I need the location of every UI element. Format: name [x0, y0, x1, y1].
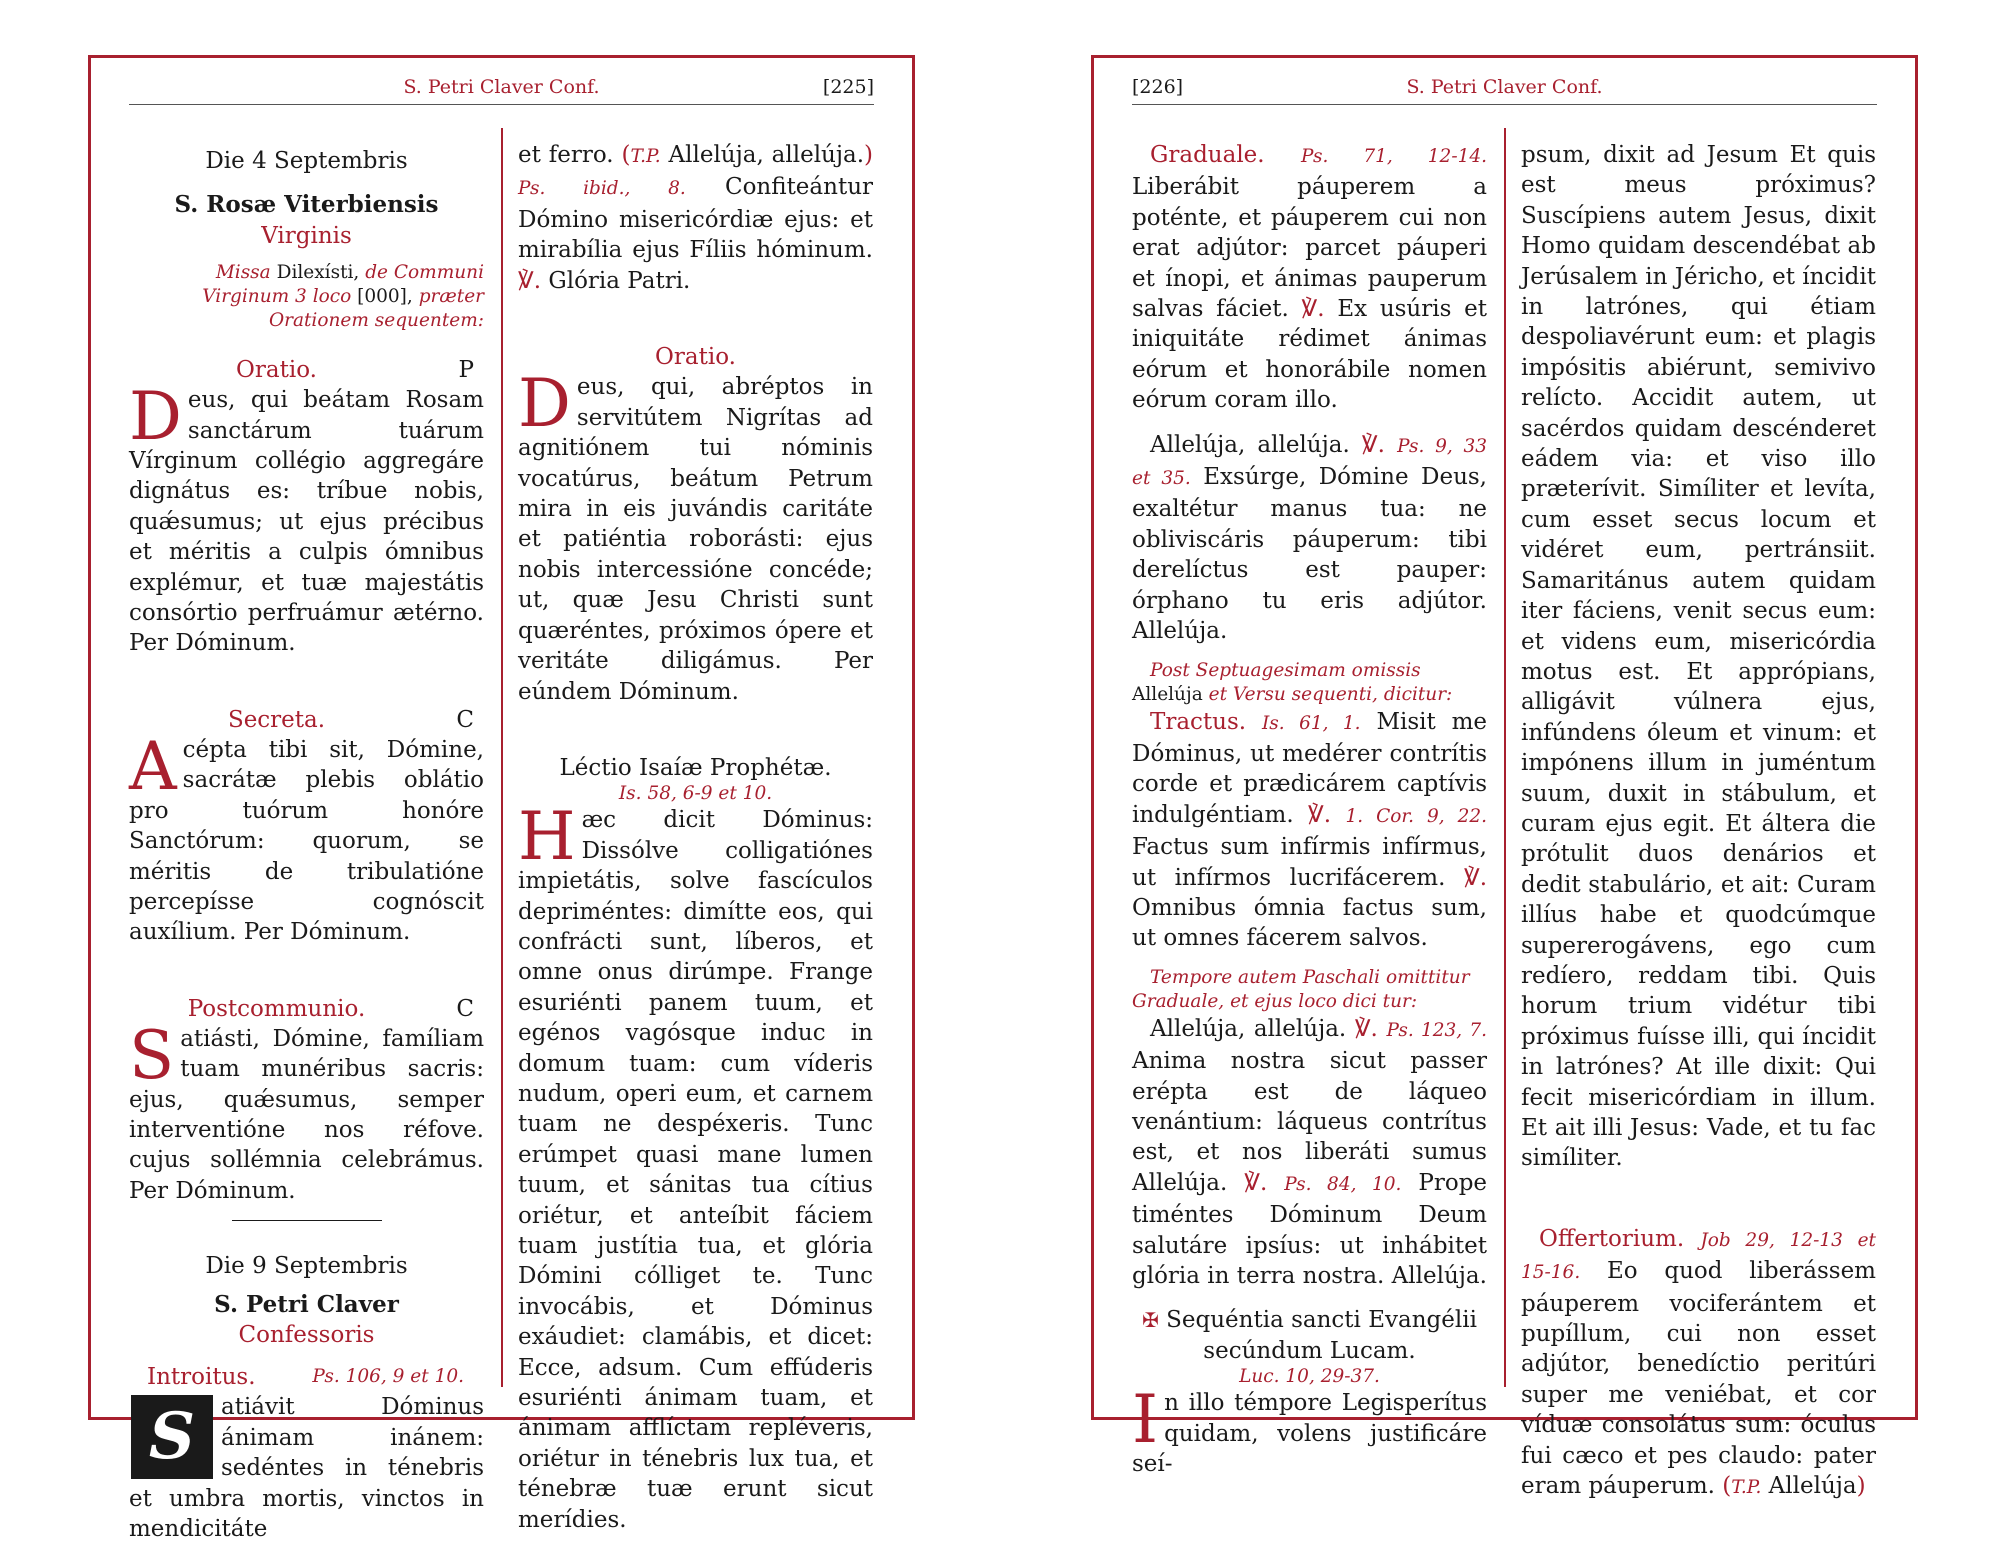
column-divider	[501, 128, 503, 1387]
postcommunio-heading	[129, 994, 484, 1024]
graduale-ref: Ps. 71, 12-14.	[1301, 146, 1487, 167]
versicle-icon: ℣.	[1244, 1169, 1268, 1196]
page-header	[129, 70, 874, 105]
graduale-text	[1132, 140, 1487, 416]
drop-cap: D	[518, 365, 571, 443]
right-page	[1091, 55, 1918, 1500]
tractus-text	[1132, 707, 1487, 954]
alleluia-body: Exsúrge, Dómine Deus, exaltétur manus tua: ne obliviscáris páuperum: tibi derelíctus est pauper: órphano tu eris adjútor. Allelúja.	[1132, 464, 1487, 645]
running-title: S. Petri Claver Conf.	[1406, 76, 1603, 98]
sequentia-ref: Luc. 10, 29-37.	[1239, 1366, 1380, 1388]
tractus-body-3: Omnibus ómnia factus sum, ut omnes fácerem salvos.	[1132, 894, 1487, 952]
feast-date: Die 9 Septembris	[205, 1253, 408, 1280]
rubric-tempore: Tempore autem Paschali omittitur Graduale, et ejus loco dici tur:	[1132, 966, 1470, 1012]
sequentia-title	[1132, 1305, 1487, 1366]
lectio-text	[518, 798, 873, 1535]
graduale-title: Graduale.	[1150, 142, 1265, 168]
mass-rubric	[129, 261, 484, 333]
oratio-title: Oratio.	[236, 357, 317, 384]
ornate-initial-letter: S	[148, 1399, 196, 1475]
running-title: S. Petri Claver Conf.	[403, 76, 600, 98]
versicle-icon: ℣.	[1463, 864, 1488, 891]
oratio-letter: P	[458, 357, 474, 384]
introitus-ref: Ps. 106, 9 et 10.	[312, 1366, 464, 1388]
evangelium-body: n illo témpore Legisperítus quidam, volens justificáre seí-	[1132, 1390, 1487, 1478]
tp-open: (	[621, 142, 631, 168]
page-number: [225]	[822, 76, 874, 98]
secreta-text	[129, 727, 484, 948]
continuation-text: et ferro.	[518, 142, 614, 168]
introitus-body: atiávit Dóminus ánimam inánem: sedéntes in ténebris et umbra mortis, vinctos in mendicitáte	[129, 1394, 484, 1542]
oratio-text	[518, 365, 873, 706]
oratio-heading	[129, 355, 484, 385]
rubric-alleluia: Allelúja	[1132, 683, 1203, 705]
alleluia-ref: Ps. 9, 33 et 35.	[1132, 435, 1487, 490]
alleluia-body: Anima nostra sicut passer erépta est de láqueo venántium: láqueus contrítus est, et nos liberáti sumus Allelúja.	[1132, 1048, 1487, 1196]
graduale-body-2: Ex usúris et iniquitáte rédimet ánimas eórum et honorábile nomen eórum coram illo.	[1132, 296, 1488, 414]
alleluia-text	[1132, 430, 1487, 647]
rubric-post: Post Septuagesimam omissis	[1150, 659, 1421, 681]
column-left	[1132, 134, 1488, 1478]
alleluia-label: Allelúja, allelúja.	[1150, 431, 1350, 458]
tractus-rubric	[1132, 659, 1487, 707]
postcommunio-letter: C	[456, 995, 474, 1022]
left-page	[88, 55, 915, 1542]
tp-close: )	[1856, 1473, 1866, 1500]
rubric-et-versu: et Versu sequenti, dicitur:	[1208, 683, 1453, 705]
offertorium-body: Eo quod liberássem páuperem vociferántem et pupíllum, cui non esset adjútor, benedíctio peritúri super me veniébat, et cor víduæ consolátus sum: óculus fui cæco et pes claudo: pater eram páuperum.	[1521, 1258, 1876, 1500]
alleluia-body-2: Prope timéntes Dóminum Deum salutáre ipsíus: ut inhábitet glória in terra nostra. Allelúja.	[1132, 1169, 1488, 1289]
saint-title: Confessoris	[238, 1321, 375, 1348]
tp-alleluia: Allelúja, allelúja.	[668, 142, 865, 168]
rubric-communi: de Communi Virginum 3 loco	[202, 262, 484, 308]
graduale-body: Liberábit páuperem a poténte, et páuperem cui non erat adjútor: parcet páuperi et ínopi, et ánimas pauperum salvas fáciet.	[1132, 174, 1487, 323]
tp-label: T.P.	[630, 146, 661, 167]
ornate-initial-icon	[131, 1395, 213, 1479]
column-divider	[1504, 128, 1506, 1387]
introitus-heading	[129, 1362, 484, 1392]
alleluia-2-text	[1132, 1014, 1487, 1292]
tractus-body-2: Factus sum infírmis infírmus, ut infírmos lucrifácerem.	[1132, 834, 1487, 891]
introitus-title: Introitus.	[147, 1364, 256, 1391]
oratio-body: eus, qui, abréptos in servitútem Nigrítas ad agnitiónem tui nóminis vocatúrus, beátum Petrum mira in eis juvándis caritáte et patiéntia roborásti: ejus nobis intercessióne concéde; ut, quæ Jesu Christi sunt quæréntes, próximos ópere et veritáte diligámus. Per eúndem Dóminum.	[518, 374, 873, 705]
column-left	[129, 134, 484, 1542]
versicle-icon: ℣.	[1308, 801, 1332, 828]
rubric-praeter: præter Orationem sequentem:	[268, 286, 484, 332]
offertorium-text	[1521, 1224, 1876, 1504]
tractus-ref: Is. 61, 1.	[1261, 712, 1361, 734]
drop-cap: A	[129, 727, 177, 805]
introitus-text	[129, 1392, 484, 1544]
drop-cap: H	[518, 798, 576, 876]
column-right	[518, 134, 874, 1533]
secreta-title: Secreta.	[227, 706, 326, 733]
alleluia-ref: Ps. 123, 7.	[1386, 1019, 1487, 1041]
evangelium-text	[1132, 1381, 1487, 1479]
lectio-ref: Is. 58, 6-9 et 10.	[618, 783, 773, 805]
gloria-text: Glória Patri.	[548, 267, 691, 294]
psalm-ref: Ps. ibid., 8.	[518, 178, 686, 200]
versicle-icon: ℣.	[1354, 1015, 1378, 1042]
rubric-missa: Missa	[215, 262, 271, 284]
rubric-number: [000],	[357, 286, 413, 308]
lectio-body: æc dicit Dóminus: Dissólve colligatiónes impietátis, solve fascículos depriméntes: dimítte eos, qui confrácti sunt, líberos, et omne onus dirúmpe. Frange esuriénti panem tuum, et egénos vagósque induc in domum tuam: cum víderis nudum, operi eum, et carnem tuam ne despéxeris. Tunc erúmpet quasi mane lumen tuum, et sánitas tua cítius oriétur, et anteíbit fáciem tuam justítia tua, et glória Dómini cólliget te. Tunc invocábis, et Dóminus exáudiet: clamábis, et dicet: Ecce, adsum. Cum effúderis esuriénti ánimam tuam, et ánimam afflíctam repléveris, oriétur in ténebris lux tua, et ténebræ tuæ erunt sicut merídies.	[518, 807, 873, 1533]
tp-label: T.P.	[1731, 1477, 1762, 1499]
secreta-body: cépta tibi sit, Dómine, sacrátæ plebis oblátio pro tuórum honóre Sanctórum: quorum, se méritis de tribulatióne percepísse cognóscit auxílium. Per Dóminum.	[129, 736, 484, 946]
alleluia-ref-2: Ps. 84, 10.	[1284, 1173, 1402, 1195]
feast-date: Die 4 Septembris	[205, 148, 408, 174]
tractus-ref-2: 1. Cor. 9, 22.	[1345, 805, 1488, 827]
alleluia-label: Allelúja, allelúja.	[1150, 1015, 1347, 1042]
introitus-continuation	[518, 140, 873, 296]
drop-cap: I	[1132, 1381, 1159, 1459]
versicle-icon: ℣.	[518, 267, 542, 294]
postcommunio-body: atiásti, Dómine, famíliam tuam munéribus sacris: ejus, quǽsumus, semper interventióne nos réfove. cujus sollémnia celebrámus. Per Dóminum.	[129, 1025, 484, 1204]
postcommunio-title: Postcommunio.	[187, 995, 366, 1022]
tp-open: (	[1722, 1473, 1732, 1500]
versicle-icon: ℣.	[1301, 296, 1325, 323]
saint-name: S. Petri Claver	[214, 1290, 399, 1318]
postcommunio-text	[129, 1016, 484, 1206]
tp-alleluia: Allelúja	[1768, 1473, 1857, 1500]
versicle-icon: ℣.	[1361, 431, 1385, 458]
column-right	[1521, 134, 1876, 1500]
paschal-rubric	[1132, 966, 1487, 1014]
saint-title: Virginis	[261, 222, 352, 249]
tractus-body: Misit me Dóminus, ut medérer contrítis corde et prædicárem captívis indulgéntiam.	[1132, 708, 1488, 828]
rubric-dilexisti: Dilexísti,	[276, 262, 360, 284]
tp-close: )	[864, 142, 874, 168]
drop-cap: S	[129, 1016, 175, 1094]
evangelium-continuation: psum, dixit ad Jesum Et quis est meus próximus? Suscípiens autem Jesus, dixit Homo quidam descendébat ab Jerúsalem in Jéricho, et íncidit in latrónes, qui étiam despoliavérunt eum: et plagis impósitis abiérunt, semivivo relícto. Accidit autem, ut sacérdos quidam descénderet eádem via: et viso illo præterívit. Simíliter et levíta, cum esset secus locum et vidéret eum, pertránsiit. Samaritánus autem quidam iter fáciens, venit secus eum: et videns eum, misericórdia motus est. Et apprópians, alligávit vúlnera ejus, infúndens óleum et vinum: et impónens illum in juméntum suum, duxit in stábulum, et curam ejus egit. Et áltera die prótulit duos denários et dedit stabulário, et ait: Curam illíus habe et quodcúmque supererogávens, ego cum redíero, reddam tibi. Quis horum trium vidétur tibi próximus fuísse illi, qui íncidit in latrónes? At ille dixit: Qui fecit misericórdiam in illum. Et ait illi Jesus: Vade, et tu fac simíliter.	[1521, 142, 1876, 1172]
lectio-title: Léctio Isaíæ Prophétæ.	[559, 754, 832, 781]
drop-cap: D	[129, 378, 182, 456]
tractus-title: Tractus.	[1150, 708, 1247, 735]
page-header	[1132, 70, 1877, 105]
saint-name: S. Rosæ Viterbiensis	[174, 191, 439, 219]
psalm-text: Confiteántur Dómino misericórdiæ ejus: et mirabília ejus Fíliis hóminum.	[518, 174, 873, 264]
secreta-heading	[129, 705, 484, 735]
offertorium-ref: Job 29, 12-13 et 15-16.	[1521, 1229, 1876, 1284]
sequentia-label: Sequéntia sancti Evangélii secúndum Lucam.	[1166, 1307, 1477, 1364]
oratio-title: Oratio.	[655, 344, 736, 371]
offertorium-title: Offertorium.	[1539, 1225, 1685, 1252]
oratio-text	[129, 378, 484, 659]
secreta-letter: C	[456, 706, 474, 733]
oratio-body: eus, qui beátam Rosam sanctárum tuárum Vírginum collégio aggregáre dignátus es: tríbue nobis, quǽsumus; ut ejus précibus et méritis a culpis ómnibus explémur, et tuæ majestátis consórtio perfruámur ætérno. Per Dóminum.	[129, 387, 484, 657]
page-number: [226]	[1132, 76, 1184, 98]
cross-icon: ✠	[1142, 1308, 1159, 1333]
